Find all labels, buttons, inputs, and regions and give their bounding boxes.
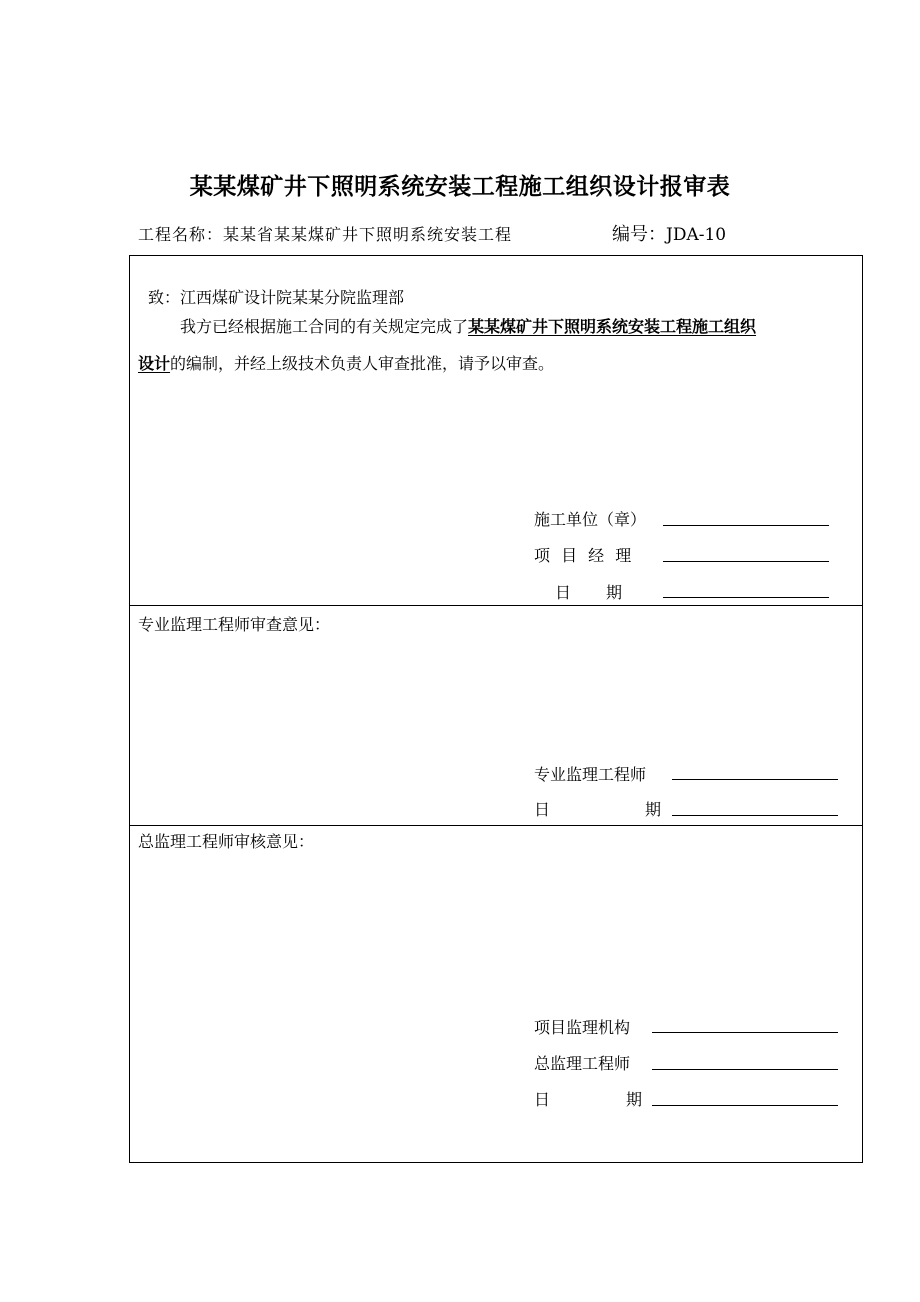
addressee-label: 致： — [148, 288, 181, 307]
specialist-engineer-label: 专业监理工程师 — [534, 765, 647, 784]
date-signature-line-2 — [672, 815, 838, 816]
submission-prefix: 我方已经根据施工合同的有关规定完成了 — [180, 317, 469, 336]
supervision-org-label: 项目监理机构 — [534, 1018, 631, 1037]
chief-review-heading: 总监理工程师审核意见： — [138, 832, 315, 851]
date-label-2a: 日 — [534, 800, 551, 819]
specialist-review-heading: 专业监理工程师审查意见： — [138, 615, 331, 634]
chief-engineer-label: 总监理工程师 — [534, 1054, 631, 1073]
date-label-3a: 日 — [534, 1090, 551, 1109]
project-manager-label: 项 目 经 理 — [534, 546, 632, 565]
document-code-row — [612, 220, 726, 246]
project-name-value: 某某省某某煤矿井下照明系统安装工程 — [223, 225, 513, 244]
submission-document-name-2: 设计 — [138, 354, 171, 373]
submission-suffix: 的编制，并经上级技术负责人审查批准，请予以审查。 — [170, 354, 555, 373]
document-title: 某某煤矿井下照明系统安装工程施工组织设计报审表 — [189, 174, 731, 200]
date-label-1b: 期 — [606, 583, 623, 602]
submission-document-name-1: 某某煤矿井下照明系统安装工程施工组织 — [468, 317, 757, 336]
specialist-engineer-signature-line — [672, 779, 838, 780]
section-divider-2 — [129, 825, 863, 826]
document-code-value: JDA-10 — [666, 225, 727, 245]
review-form-table — [129, 255, 863, 1163]
submission-paragraph-line-2 — [138, 351, 554, 374]
date-label-2b: 期 — [645, 800, 662, 819]
document-code-label: 编号： — [612, 224, 666, 245]
date-label-3b: 期 — [626, 1090, 643, 1109]
construction-unit-label: 施工单位（章） — [534, 510, 647, 529]
date-signature-line-1 — [663, 597, 829, 598]
date-label-1a: 日 — [555, 583, 572, 602]
chief-engineer-signature-line — [652, 1069, 838, 1070]
project-name-row — [138, 222, 512, 245]
addressee-line — [148, 285, 404, 308]
submission-paragraph-line-1 — [180, 314, 756, 337]
addressee-value: 江西煤矿设计院某某分院监理部 — [180, 288, 405, 307]
section-divider-1 — [129, 605, 863, 606]
supervision-org-signature-line — [652, 1032, 838, 1033]
date-signature-line-3 — [652, 1105, 838, 1106]
project-manager-signature-line — [663, 561, 829, 562]
project-name-label: 工程名称： — [138, 225, 224, 244]
construction-unit-signature-line — [663, 525, 829, 526]
